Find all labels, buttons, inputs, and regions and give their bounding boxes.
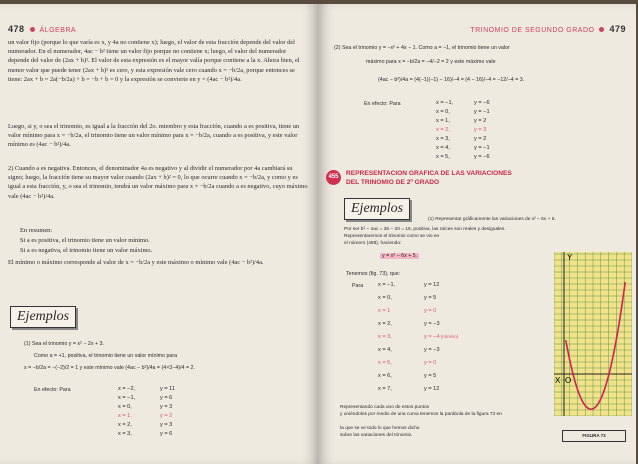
table-row [436,118,486,124]
para-label: Para [352,283,364,289]
table-cell-y: y = −6 [474,154,490,160]
table-row [378,373,436,379]
table-row [118,431,172,437]
tenemos-label: Tenemos (fig. 73), que: [346,271,401,277]
table-row [118,422,172,428]
table-cell-x: x = 1, [118,413,132,419]
resumen-rule-1: Si a es positiva, el trinomio tiene un valor mínimo. [20,237,150,244]
ex1-line-3: x = −b/2a = −(−2)/2 = 1 y este mínimo vale (4ac − b²)/4a = (4×3−4)/4 = 2. [24,365,195,371]
table-row [436,136,486,142]
section-title-line-2: DEL TRINOMIO DE 2º GRADO [346,179,440,186]
table-cell-y: y = 2 [160,413,173,419]
left-page-number: 478 [8,24,25,34]
closing-line-3: la que se ve todo lo que hemos dicho [340,426,420,431]
table-cell-y: y = 2 [474,136,487,142]
table-cell-y: y = 5 [424,295,437,301]
table-cell-x: x = −1, [436,100,454,106]
table-cell-x: x = 1, [436,118,450,124]
left-running-head: ÁLGEBRA [39,27,77,34]
table-row [436,109,490,115]
table-cell-x: x = −2, [118,386,136,392]
closing-line-4: sobre las variaciones del trinomio. [340,433,413,438]
graph-equation-text: y = x² − 6x + 5. [382,253,418,259]
closing-line-2: y uniéndolos por medio de una curva tenemos la parábola de la figura 73 en [340,412,502,417]
graph-y-label: Y [567,253,573,262]
right-running-head: TRINOMIO DE SEGUNDO GRADO [470,27,595,34]
table-row [118,404,172,410]
table-cell-x: x = 4, [436,145,450,151]
table-cell-y: y = 3 [474,127,487,133]
graph-example-line-4: el número (488), haciendo: [344,241,402,246]
right-header [470,24,626,34]
table-row [436,145,490,151]
ex2-efecto: En efecto: Para [364,101,401,107]
table-cell-x: x = 2, [436,127,450,133]
table-row [378,321,440,327]
closing-line-1: Representando cada uno de estos puntos [340,405,430,410]
graph-origin-label: O [565,376,572,385]
table-cell-x: x = −1, [378,282,396,288]
table-cell-y: y = −3 [424,347,440,353]
ejemplos-box-left: Ejemplos [10,306,76,328]
left-paragraph-1: un valor fijo (porque lo que varía es x, y 4a no contiene x); luego, el valor de esta fracción depende del valor del numerador. En el numerador, 4ac − b² tiene un valor fijo porque no contiene x; luego, el valor del numerador depende del valor de (2ax + b)². El valor de esta expresión es el mayor valía porque contiene a la x. Ahora bien, el menor valor que puede tener (2ax + b)² es cero, y esta expresión vale cero cuando x = −b/2a, porque entonces se tiene: 2ax + b = 2a(−b/2a) + b = −b + b = 0 y la expresión se convierte en y = (4ac − b²)/4a. [8,39,300,83]
left-header [8,24,76,34]
table-cell-x: x = 5, [436,154,450,160]
table-row [436,154,490,160]
table-cell-x: x = 0, [378,295,392,301]
table-cell-y: y = 0 [424,308,437,314]
table-row [378,386,439,392]
resumen-rule-2: Si a es negativa, el trinomio tiene un valor máximo. [20,247,153,254]
table-row [378,308,436,314]
parabola-graph [554,252,632,416]
graph-example-line-2: Por ser b² − 4ac = 36 − 20 = 16, positiva, las raíces son reales y desiguales. [344,227,506,232]
figure-caption: FIGURA 73 [562,430,626,442]
table-row [118,386,175,392]
left-page [0,4,318,464]
table-cell-y: y = −4 [424,334,440,340]
table-cell-y: y = 6 [160,431,173,437]
ex2-line-2: máximo para x = −b/2a = −4/−2 = 2 y este máximo vale [366,59,496,65]
resumen-rule-3: El mínimo o máximo corresponde al valor de x = −b/2a y este máximo o mínimo vale (4ac − b²)/4a. [8,259,264,266]
table-cell-x: x = 3, [118,431,132,437]
right-page [318,4,636,464]
section-title-line-1: REPRESENTACION GRAFICA DE LAS VARIACIONES [346,170,512,177]
table-row [436,100,490,106]
table-row [378,347,440,353]
table-row [378,295,436,301]
table-row [378,282,439,288]
table-cell-x: x = 6, [378,373,392,379]
table-cell-y: y = 5 [424,373,437,379]
table-row [436,127,486,133]
table-cell-x: x = 7, [378,386,392,392]
table-row [118,413,172,419]
ex1-heading: (1) Sea el trinomio y = x² − 2x + 3. [24,341,104,347]
table-cell-x: x = 3, [378,334,392,340]
table-row [378,360,436,366]
ejemplos-box-right: Ejemplos [344,198,410,220]
table-cell-x: x = 3, [436,136,450,142]
table-row [118,395,172,401]
table-cell-y: y = 6 [160,395,173,401]
table-cell-y: y = 11 [160,386,175,392]
ex2-line-3: (4ac − b²)/4a = (4(−1)(−1) − 16)/−4 = (4 − 16)/−4 = −12/−4 = 3. [378,77,525,83]
resumen-label: En resumen: [20,227,53,234]
right-page-number: 479 [609,24,626,34]
table-cell-x: x = 0, [436,109,450,115]
table-cell-y: y = 2 [474,118,487,124]
table-cell-x: x = 4, [378,347,392,353]
header-dot-icon [30,27,35,32]
header-dot-icon [599,27,604,32]
table-row [378,334,458,340]
ex2-heading: (2) Sea el trinomio y = −x² + 4x − 1. Como a = −1, el trinomio tiene un valor [334,45,510,51]
table-cell-x: x = 1 [378,308,391,314]
ex1-efecto: En efecto: Para [34,387,71,393]
table-cell-y: y = 12 [424,282,440,288]
table-cell-y: y = −1 [474,145,490,151]
table-cell-x: x = 5, [378,360,392,366]
table-cell-y: y = 0 [424,360,437,366]
table-cell-x: x = 2, [118,422,132,428]
table-cell-x: x = 0, [118,404,132,410]
table-cell-x: x = −1, [118,395,136,401]
table-cell-y: y = −1 [474,109,490,115]
table-cell-y: y = 3 [160,404,173,410]
table-cell-y: y = 3 [160,422,173,428]
left-paragraph-2: Luego, si y, o sea el trinomio, es igual a la fracción del 2o. miembro y esta fracción, cuando a es positiva, tiene un valor mínimo para x = −b/2a, el trinomio tiene un valor mínimo para x = −b/2a, cuando a es positiva, y este valor mínimo es (4ac − b²)/4a. [8,123,300,149]
graph-equation [380,252,419,261]
ex1-line-2: Como a = +1, positiva, el trinomio tiene un valor mínimo para [34,353,178,359]
graph-example-line-3: Representaremos el trinomio como se vio en [344,234,440,239]
section-number-badge: 455 [326,170,341,185]
graph-example-heading: (1) Representar gráficamente las variaciones de x² − 6x + 5. [428,217,556,222]
table-cell-note: (mínimo) [439,334,459,339]
table-cell-y: y = −6 [474,100,490,106]
table-cell-y: y = 12 [424,386,440,392]
table-cell-y: y = −3 [424,321,440,327]
left-paragraph-3: 2) Cuando a es negativa. Entonces, el denominador 4a es negativo y al dividir el numerador por 4a cambiará su signo; luego, la fracción tiene su mayor valor cuando (2ax + b)² = 0, lo que ocurre cuando x = −b/2a, y como y es igual a esta fracción, y, o sea el trinomio, tendrá un valor máximo para x = −b/2a cuando a es negativo, cuyo máximo vale (4ac − b²)/4a. [8,165,308,200]
graph-x-label: X [555,376,561,385]
table-cell-x: x = 2, [378,321,392,327]
